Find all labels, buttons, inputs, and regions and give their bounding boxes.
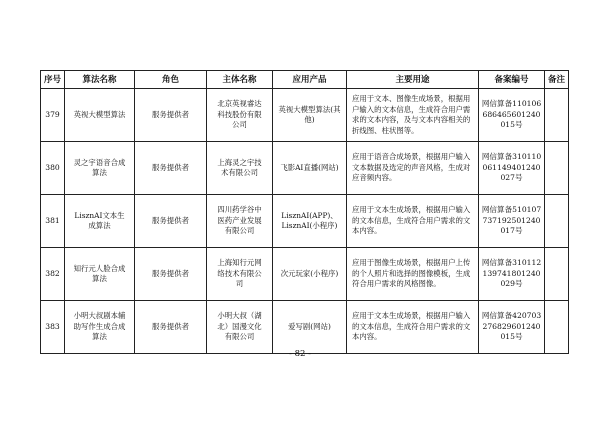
header-product: 应用产品	[273, 71, 347, 89]
purpose-text: 应用于文本、图像生成场景，根据用户输入的文本信息，生成符合用户需求的文本内容，及与文本内容相关的折线图、柱状图等。	[352, 94, 471, 135]
page-number: - 82 -	[289, 349, 311, 359]
purpose-text: 应用于图像生成场景，根据用户上传的个人照片和选择的图像模板，生成符合用户需求的风格图像。	[352, 258, 471, 289]
row-number: 379	[41, 89, 65, 142]
entity-name-text: 上海知行元网络技术有限公司	[217, 258, 262, 289]
entity-name-text: 小明大叔（湖北）国漫文化有限公司	[217, 311, 262, 342]
table-row	[41, 195, 569, 248]
role: 服务提供者	[135, 142, 207, 195]
table-header-row	[41, 71, 569, 89]
algorithm-name	[65, 142, 135, 195]
filing-number	[479, 248, 545, 301]
purpose	[347, 89, 479, 142]
product: LisznAI(APP)、LisznAI(小程序)	[273, 195, 347, 248]
purpose-text: 应用于文本生成场景，根据用户输入的文本信息，生成符合用户需求的文本内容。	[352, 311, 471, 342]
filing-number	[479, 195, 545, 248]
filing-number	[479, 89, 545, 142]
table-row	[41, 142, 569, 195]
algorithm-name	[65, 89, 135, 142]
role: 服务提供者	[135, 89, 207, 142]
algorithm-name	[65, 301, 135, 354]
purpose	[347, 195, 479, 248]
entity-name	[207, 248, 273, 301]
note	[545, 248, 569, 301]
note	[545, 301, 569, 354]
entity-name	[207, 301, 273, 354]
entity-name	[207, 89, 273, 142]
row-number: 383	[41, 301, 65, 354]
algorithm-name-text: LisznAI文本生成算法	[74, 210, 125, 230]
table-row	[41, 248, 569, 301]
row-number: 381	[41, 195, 65, 248]
entity-name-text: 北京英视睿达科技股份有限公司	[217, 99, 262, 130]
filing-number	[479, 301, 545, 354]
filing-number-text: 网信算备310110061149401240027号	[481, 152, 542, 183]
purpose-text: 应用于语音合成场景，根据用户输入文本数据及选定的声音风格，生成对应音频内容。	[352, 152, 471, 183]
algorithm-name-text: 英视大模型算法	[73, 109, 126, 119]
header-role: 角色	[135, 71, 207, 89]
role: 服务提供者	[135, 195, 207, 248]
algorithm-name-text: 灵之宇语音合成算法	[73, 157, 126, 177]
filing-number-text: 网信算备510107737192501240017号	[481, 205, 542, 236]
header-filing-number: 备案编号	[479, 71, 545, 89]
entity-name	[207, 142, 273, 195]
filing-number-text: 网信算备110106686465601240015号	[481, 99, 542, 130]
entity-name-text: 上海灵之宇技术有限公司	[217, 157, 262, 177]
header-no: 序号	[41, 71, 65, 89]
filing-number-text: 网信算备420703276829601240015号	[481, 311, 542, 342]
product: 飞影AI直播(网站)	[273, 142, 347, 195]
header-note: 备注	[545, 71, 569, 89]
purpose-text: 应用于文本生成场景，根据用户输入的文本信息，生成符合用户需求的文本内容。	[352, 205, 471, 236]
filing-number-text: 网信算备310112139741801240029号	[481, 258, 542, 289]
role: 服务提供者	[135, 301, 207, 354]
entity-name-text: 四川药学谷中医药产业发展有限公司	[217, 205, 262, 236]
product: 次元玩家(小程序)	[273, 248, 347, 301]
purpose	[347, 301, 479, 354]
row-number: 380	[41, 142, 65, 195]
header-purpose: 主要用途	[347, 71, 479, 89]
note	[545, 195, 569, 248]
note	[545, 89, 569, 142]
algorithm-filing-table	[40, 70, 569, 354]
table-row	[41, 301, 569, 354]
role: 服务提供者	[135, 248, 207, 301]
product: 英视大模型算法(其他)	[273, 89, 347, 142]
row-number: 382	[41, 248, 65, 301]
algorithm-name-text: 小明大叔剧本辅助写作生成合成算法	[73, 311, 126, 342]
algorithm-name	[65, 248, 135, 301]
product: 爱写剧(网站)	[273, 301, 347, 354]
note	[545, 142, 569, 195]
entity-name	[207, 195, 273, 248]
table-row	[41, 89, 569, 142]
purpose	[347, 248, 479, 301]
filing-number	[479, 142, 545, 195]
purpose	[347, 142, 479, 195]
header-algorithm-name: 算法名称	[65, 71, 135, 89]
algorithm-name-text: 知行元人脸合成算法	[73, 263, 126, 283]
header-entity-name: 主体名称	[207, 71, 273, 89]
algorithm-name	[65, 195, 135, 248]
